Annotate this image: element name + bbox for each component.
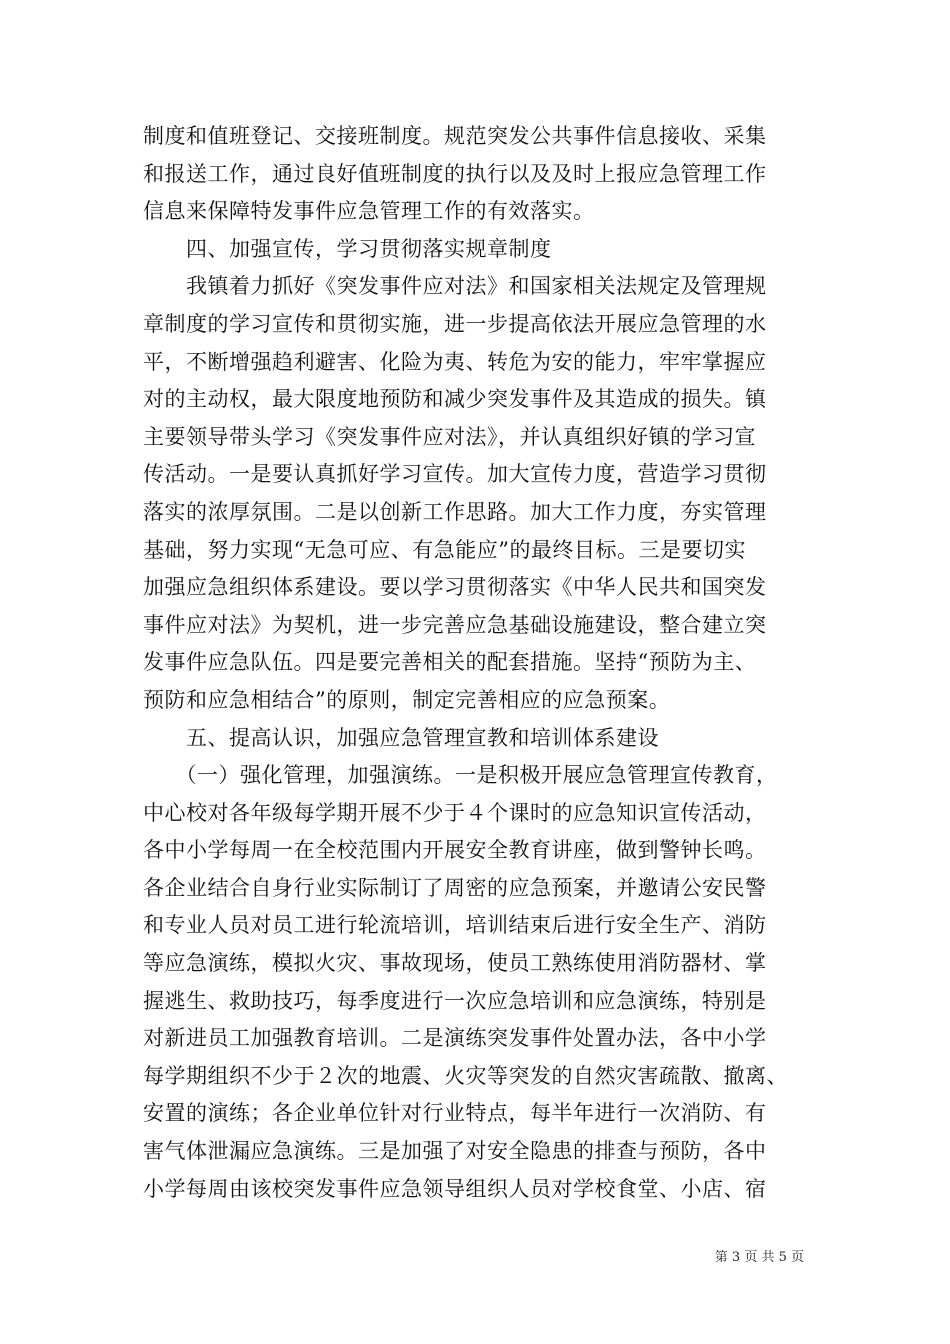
section-heading: 五、提高认识，加强应急管理宣教和培训体系建设: [143, 725, 659, 750]
text-line: （一）强化管理，加强演练。一是积极开展应急管理宣传教育，: [143, 763, 778, 788]
text-line: 中心校对各年级每学期开展不少于４个课时的应急知识宣传活动，: [143, 800, 767, 825]
text-line: 制度和值班登记、交接班制度。规范突发公共事件信息接收、采集: [143, 124, 767, 148]
text-line: 对新进员工加强教育培训。二是演练突发事件处置办法，各中小学: [143, 1026, 767, 1051]
text-line: 发事件应急队伍。四是要完善相关的配套措施。坚持“预防为主、: [143, 650, 757, 675]
text-line: 章制度的学习宣传和贯彻实施，进一步提高依法开展应急管理的水: [143, 311, 767, 336]
text-line: 害气体泄漏应急演练。三是加强了对安全隐患的排查与预防，各中: [143, 1139, 767, 1164]
text-line: 每学期组织不少于２次的地震、火灾等突发的自然灾害疏散、撤离、: [143, 1063, 788, 1088]
text-line: 落实的浓厚氛围。二是以创新工作思路。加大工作力度，夯实管理: [143, 499, 767, 524]
text-line: 安置的演练；各企业单位针对行业特点，每半年进行一次消防、有: [143, 1101, 767, 1126]
text-line: 各中小学每周一在全校范围内开展安全教育讲座，做到警钟长鸣。: [143, 838, 767, 863]
text-line: 主要领导带头学习《突发事件应对法》，并认真组织好镇的学习宣: [143, 424, 756, 449]
text-line: 我镇着力抓好《突发事件应对法》和国家相关法规定及管理规: [143, 274, 767, 299]
text-line: 和报送工作，通过良好值班制度的执行以及及时上报应急管理工作: [143, 161, 767, 186]
section-heading: 四、加强宣传，学习贯彻落实规章制度: [143, 236, 552, 261]
text-line: 握逃生、救助技巧，每季度进行一次应急培训和应急演练，特别是: [143, 988, 767, 1013]
text-line: 传活动。一是要认真抓好学习宣传。加大宣传力度，营造学习贯彻: [143, 462, 767, 487]
text-line: 各企业结合自身行业实际制订了周密的应急预案，并邀请公安民警: [143, 875, 767, 900]
text-line: 信息来保障特发事件应急管理工作的有效落实。: [143, 199, 595, 224]
text-line: 和专业人员对员工进行轮流培训，培训结束后进行安全生产、消防: [143, 913, 767, 938]
document-body: [143, 118, 810, 1208]
text-line: 基础，努力实现“无急可应、有急能应”的最终目标。三是要切实: [143, 537, 746, 562]
text-line: 事件应对法》为契机，进一步完善应急基础设施建设，整合建立突: [143, 612, 767, 637]
text-line: 对的主动权，最大限度地预防和减少突发事件及其造成的损失。镇: [143, 387, 767, 412]
text-line: 加强应急组织体系建设。要以学习贯彻落实《中华人民共和国突发: [143, 575, 767, 600]
text-line: 平，不断增强趋利避害、化险为夷、转危为安的能力，牢牢掌握应: [143, 349, 767, 374]
text-line: 小学每周由该校突发事件应急领导组织人员对学校食堂、小店、宿: [143, 1176, 767, 1201]
text-line: 预防和应急相结合”的原则，制定完善相应的应急预案。: [143, 687, 671, 712]
text-line: 等应急演练，模拟火灾、事故现场，使员工熟练使用消防器材、掌: [143, 951, 767, 976]
page-number: 第 3 页 共 5 页: [714, 1250, 804, 1265]
